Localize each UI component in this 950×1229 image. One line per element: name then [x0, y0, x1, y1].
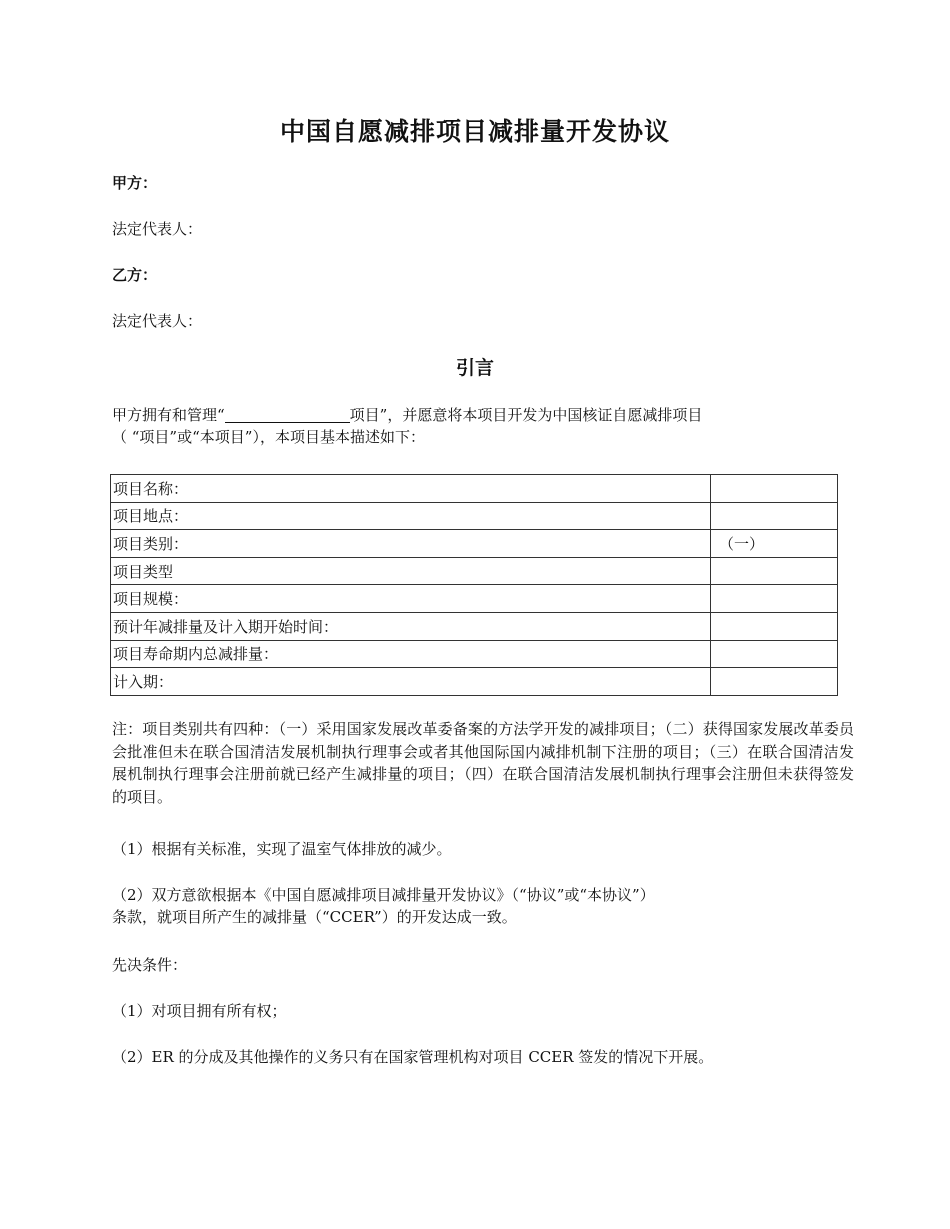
table-row [111, 668, 838, 696]
row-value [711, 668, 838, 696]
table-row [111, 557, 838, 585]
row-label: 项目规模： [111, 585, 711, 613]
intro-text-part1: 甲方拥有和管理“ [112, 406, 225, 424]
project-info-table [110, 474, 838, 696]
row-value [711, 612, 838, 640]
row-label: 项目寿命期内总减排量： [111, 640, 711, 668]
row-value [711, 502, 838, 530]
party-b-label: 乙方： [112, 266, 158, 284]
row-value [711, 557, 838, 585]
row-value [711, 640, 838, 668]
row-label: 项目类型 [111, 557, 711, 585]
table-row [111, 502, 838, 530]
row-label: 计入期： [111, 668, 711, 696]
item-1: （1）根据有关标准，实现了温室气体排放的减少。 [112, 840, 452, 858]
party-b-representative: 法定代表人： [112, 312, 203, 330]
party-a-representative: 法定代表人： [112, 220, 203, 238]
row-value: （一） [711, 530, 838, 558]
row-label: 预计年减排量及计入期开始时间： [111, 612, 711, 640]
project-name-blank [225, 406, 350, 423]
table-row [111, 530, 838, 558]
row-label: 项目类别： [111, 530, 711, 558]
project-category-note: 注：项目类别共有四种：（一）采用国家发展改革委备案的方法学开发的减排项目；（二）获得国家发展改革委员会批准但未在联合国清洁发展机制执行理事会或者其他国际国内减排机制下注册的项目；（三）在联合国清洁发展机制执行理事会注册前就已经产生减排量的项目；（四）在联合国清洁发展机制执行理事会注册但未获得签发的项目。 [112, 720, 854, 806]
table-row [111, 585, 838, 613]
table-row [111, 475, 838, 503]
intro-paragraph [112, 404, 852, 448]
row-value [711, 585, 838, 613]
row-label: 项目名称： [111, 475, 711, 503]
party-a-label: 甲方： [112, 174, 158, 192]
table-row [111, 640, 838, 668]
intro-text-part2: 项目”，并愿意将本项目开发为中国核证自愿减排项目 [349, 406, 703, 424]
document-title: 中国自愿减排项目减排量开发协议 [279, 117, 670, 146]
row-value [711, 475, 838, 503]
item-2 [112, 884, 852, 928]
item-2-line1: （2）双方意欲根据本《中国自愿减排项目减排量开发协议》（“协议”或“本协议”） [112, 886, 655, 904]
row-label: 项目地点： [111, 502, 711, 530]
preconditions-heading: 先决条件： [112, 956, 188, 974]
table-row [111, 612, 838, 640]
intro-text-line2: （ “项目”或“本项目”），本项目基本描述如下： [112, 428, 425, 446]
item-2-line2: 条款，就项目所产生的减排量（“CCER”）的开发达成一致。 [112, 908, 517, 926]
intro-heading: 引言 [455, 357, 494, 379]
condition-1: （1）对项目拥有所有权； [112, 1002, 287, 1020]
condition-2: （2）ER 的分成及其他操作的义务只有在国家管理机构对项目 CCER 签发的情况下开展。 [112, 1048, 714, 1066]
